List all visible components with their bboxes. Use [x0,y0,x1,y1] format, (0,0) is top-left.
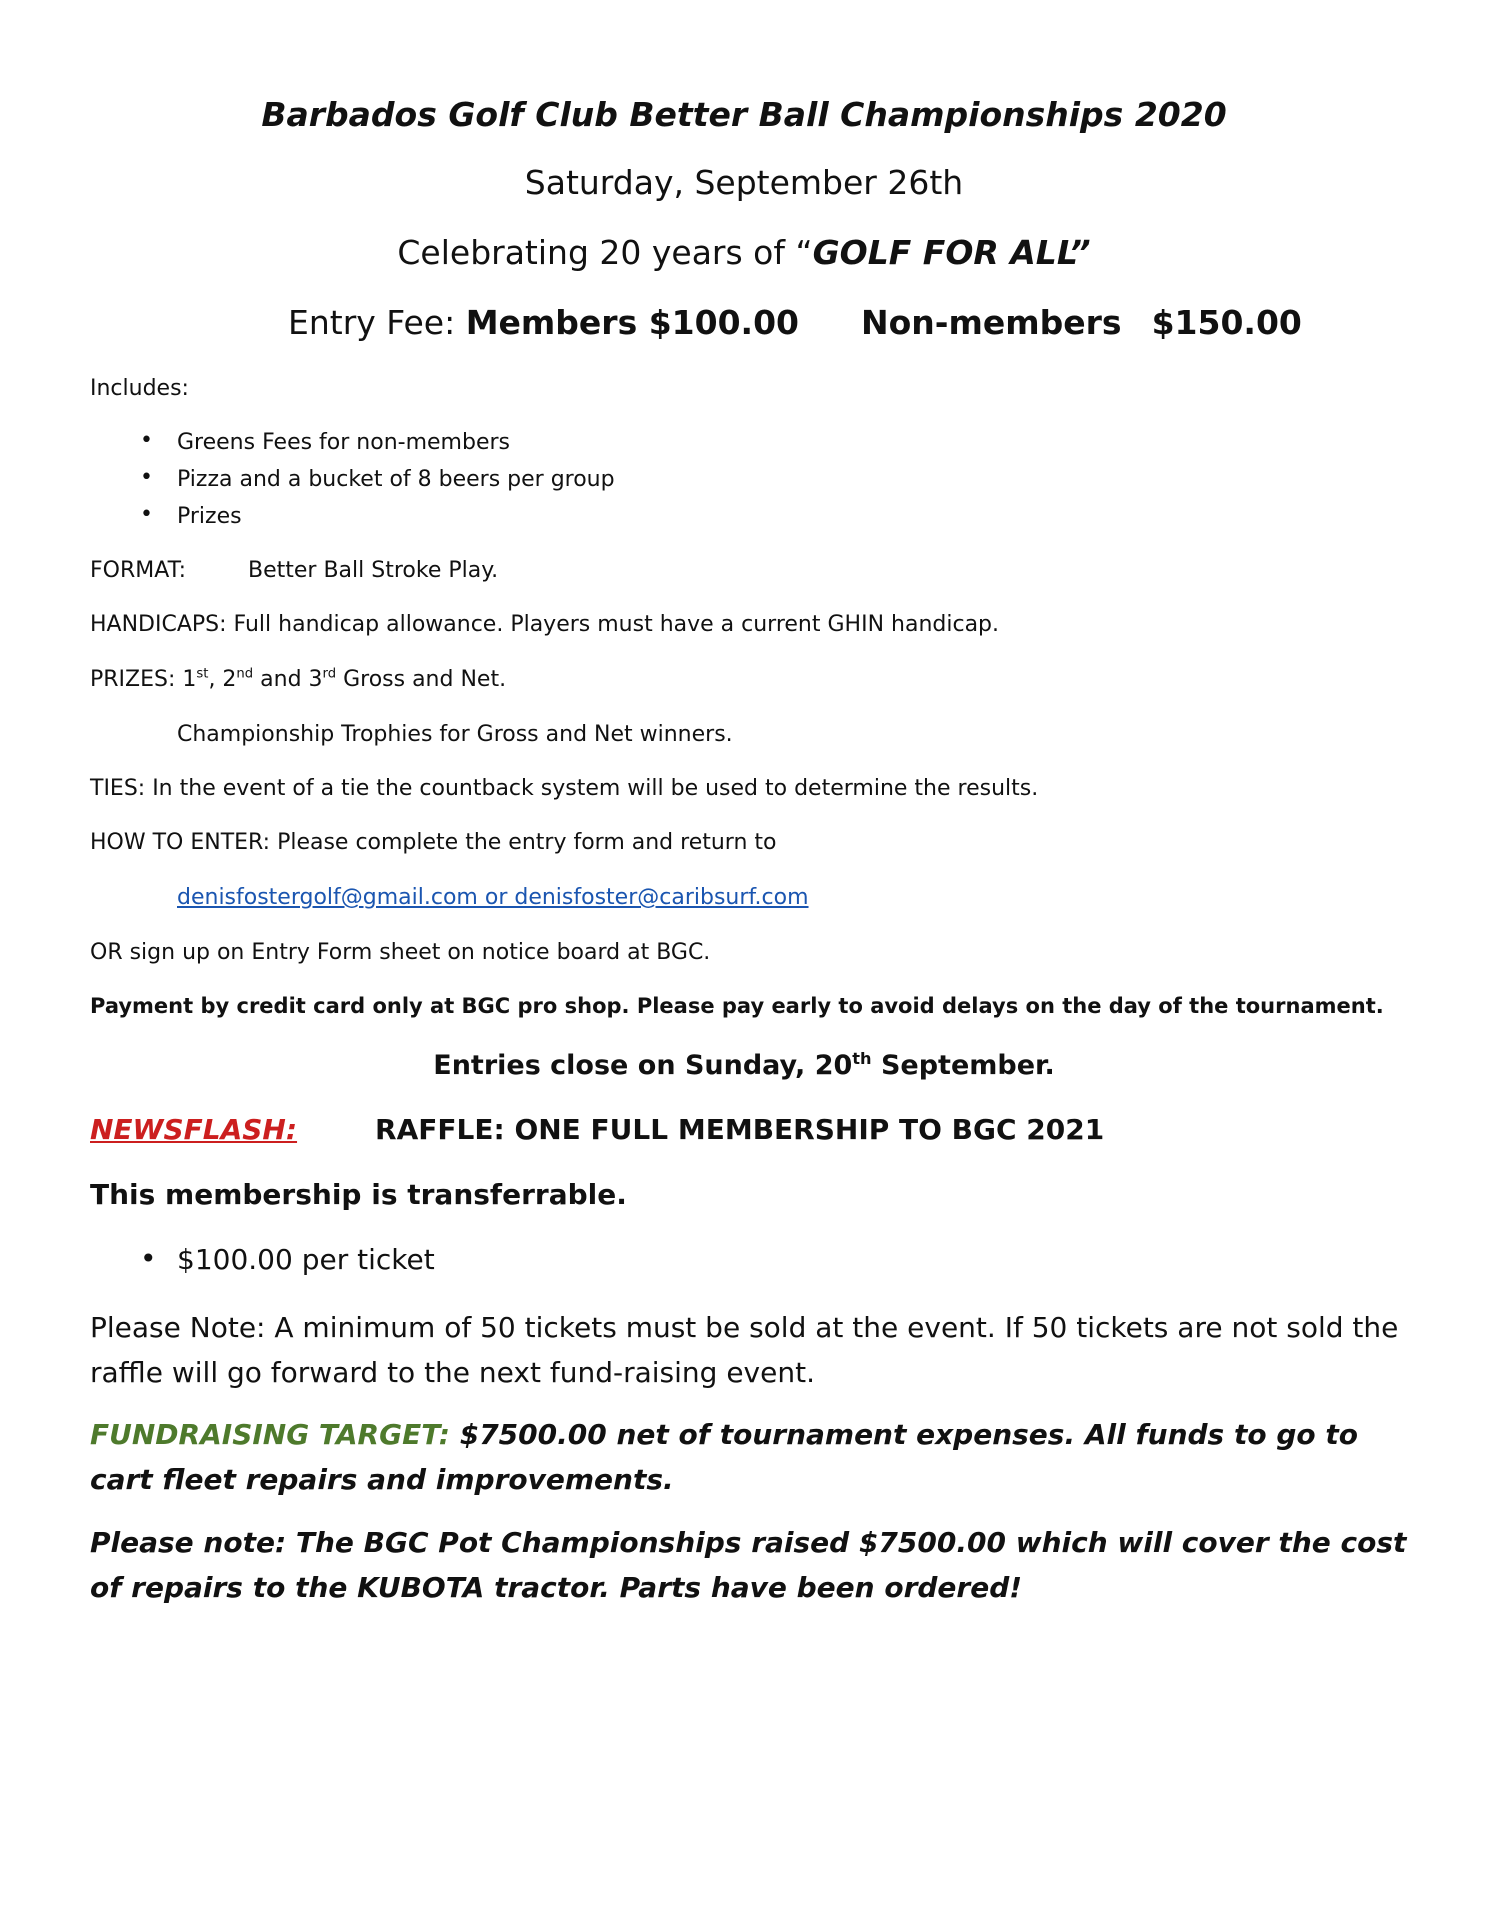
prizes-mid-2: and 3 [253,667,323,692]
raffle-headline: RAFFLE: ONE FULL MEMBERSHIP TO BGC 2021 [375,1113,1105,1146]
prizes-line [90,667,506,692]
entries-close-sup: th [852,1049,872,1068]
members-fee: Members $100.00 [465,303,800,342]
celebrating-suffix: ” [1069,233,1091,272]
list-item: Greens Fees for non-members [177,430,510,455]
fundraising-label: FUNDRAISING TARGET: [90,1418,450,1451]
ties-line: TIES: In the event of a tie the countback system will be used to determine the results. [90,776,1039,801]
fundraising-text: $7500.00 net of tournament expenses. All funds to go to cart fleet repairs and improvements. [90,1418,1358,1496]
format-value: Better Ball Stroke Play. [248,558,499,583]
ticket-price: $100.00 per ticket [177,1243,435,1276]
celebrating-prefix: Celebrating 20 years of “ [397,233,813,272]
handicaps-line: HANDICAPS: Full handicap allowance. Players must have a current GHIN handicap. [90,612,1000,637]
pot-note: Please note: The BGC Pot Championships raised $7500.00 which will cover the cost of repairs to the KUBOTA tractor. Parts have been ordered! [90,1526,1407,1604]
bullet-icon: • [140,465,153,490]
entries-close-prefix: Entries close on Sunday, 20 [433,1050,853,1081]
entry-fee-line [288,303,1302,342]
raffle-note: Please Note: A minimum of 50 tickets must be sold at the event. If 50 tickets are not sold the raffle will go forward to the next fund-raising event. [90,1311,1399,1389]
prizes-sup-3: rd [322,666,337,682]
prizes-prefix: PRIZES: 1 [90,667,197,692]
payment-line: Payment by credit card only at BGC pro shop. Please pay early to avoid delays on the day of the tournament. [90,994,1384,1018]
fundraising-paragraph [90,1412,1410,1502]
bullet-icon: • [140,428,153,453]
bullet-icon: • [140,1242,157,1275]
alt-signup-line: OR sign up on Entry Form sheet on notice board at BGC. [90,940,711,965]
format-line [90,558,498,583]
how-to-enter-line: HOW TO ENTER: Please complete the entry form and return to [90,830,777,855]
entries-close-line [0,1050,1488,1081]
list-item: Prizes [177,504,242,529]
email-links[interactable]: denisfostergolf@gmail.com or denisfoster@caribsurf.com [177,885,809,910]
format-label: FORMAT: [90,558,187,583]
entries-close-suffix: September. [871,1050,1055,1081]
includes-label: Includes: [90,376,189,401]
golf-for-all: GOLF FOR ALL [812,233,1070,272]
entry-fee-label: Entry Fee: [288,303,466,342]
event-date: Saturday, September 26th [524,163,964,202]
prizes-sup-2: nd [236,666,254,682]
trophies-line: Championship Trophies for Gross and Net winners. [177,722,733,747]
celebrating-line [0,233,1488,272]
nonmembers-label: Non-members [861,303,1122,342]
bullet-icon: • [140,502,153,527]
newsflash-label: NEWSFLASH: [90,1113,298,1146]
newsflash-line [90,1113,1104,1146]
transferable-line: This membership is transferrable. [90,1178,627,1211]
nonmembers-fee: $150.00 [1151,303,1302,342]
prizes-mid-1: , 2 [208,667,237,692]
list-item: Pizza and a bucket of 8 beers per group [177,467,615,492]
prizes-sup-1: st [196,666,209,682]
prizes-suffix: Gross and Net. [336,667,507,692]
page-title: Barbados Golf Club Better Ball Championships 2020 [261,95,1227,134]
